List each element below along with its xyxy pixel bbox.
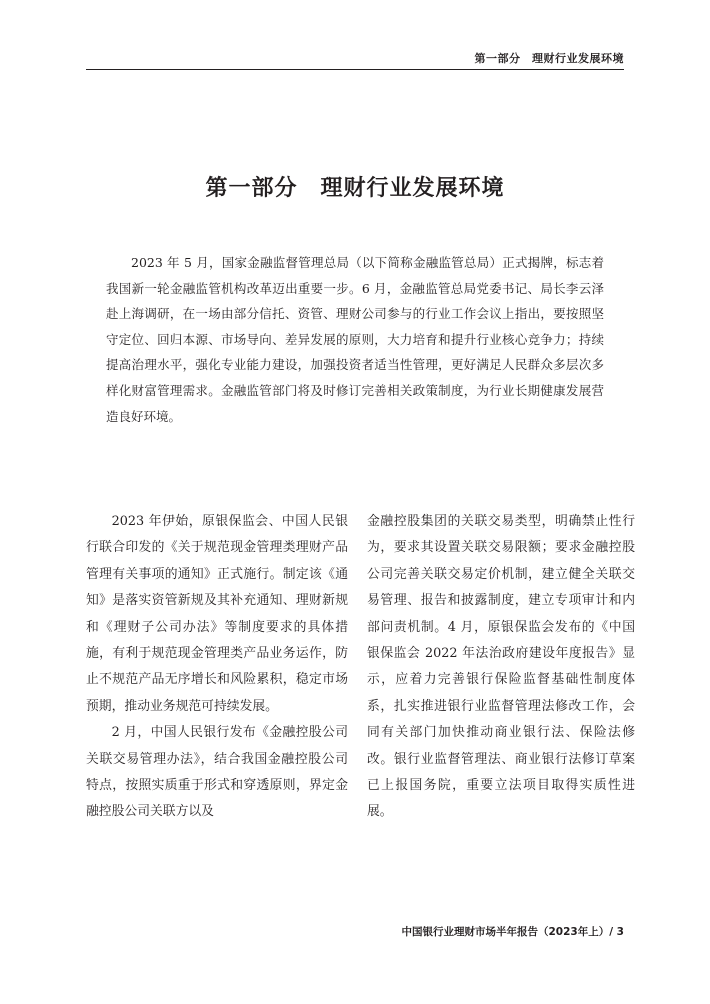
body-paragraph-continued: 金融控股集团的关联交易类型，明确禁止性行为，要求其设置关联交易限额；要求金融控股公司完善关联交易定价机制，建立健全关联交易管理、报告和披露制度，建立专项审计和内部问责机制。4 月，原银保监会发布的《中国银保监会 2022 年法治政府建设年度报告》显示，应着力完善银行保险监督基础性制度体系，扎实推进银行业监督管理法修改工作，会同有关部门加快推动商业银行法、保险法修改。银行业监督管理法、商业银行法修订草案已上报国务院，重要立法项目取得实质性进展。: [367, 514, 635, 820]
body-paragraph: 2023 年伊始，原银保监会、中国人民银行联合印发的《关于规范现金管理类理财产品管理有关事项的通知》正式施行。制定该《通知》是落实资管新规及其补充通知、理财新规和《理财子公司办法》等制度要求的具体措施，有利于规范现金管理类产品业务运作，防止不规范产品无序增长和风险累积，稳定市场预期，推动业务规范可持续发展。: [86, 514, 348, 714]
intro-paragraph: 2023 年 5 月，国家金融监督管理总局（以下简称金融监管总局）正式揭牌，标志着我国新一轮金融监管机构改革迈出重要一步。6 月，金融监管总局党委书记、局长李云泽赴上海调研，在一场由部分信托、资管、理财公司参与的行业工作会议上指出，要按照坚守定位、回归本源、市场导向、差异发展的原则，大力培育和提升行业核心竞争力；持续提高治理水平，强化专业能力建设，加强投资者适当性管理，更好满足人民群众多层次多样化财富管理需求。金融监管部门将及时修订完善相关政策制度，为行业长期健康发展营造良好环境。: [106, 255, 604, 424]
page-title: 第一部分 理财行业发展环境: [205, 175, 505, 201]
body-left-column: [86, 509, 348, 826]
running-header: 第一部分 理财行业发展环境: [474, 52, 624, 65]
page-footer: 中国银行业理财市场半年报告（2023年上）/ 3: [401, 926, 624, 938]
body-paragraph: 2 月，中国人民银行发布《金融控股公司关联交易管理办法》，结合我国金融控股公司特点，按照实质重于形式和穿透原则，界定金融控股公司关联方以及: [86, 725, 348, 820]
header-divider: [86, 69, 624, 70]
body-right-column: [367, 509, 635, 826]
